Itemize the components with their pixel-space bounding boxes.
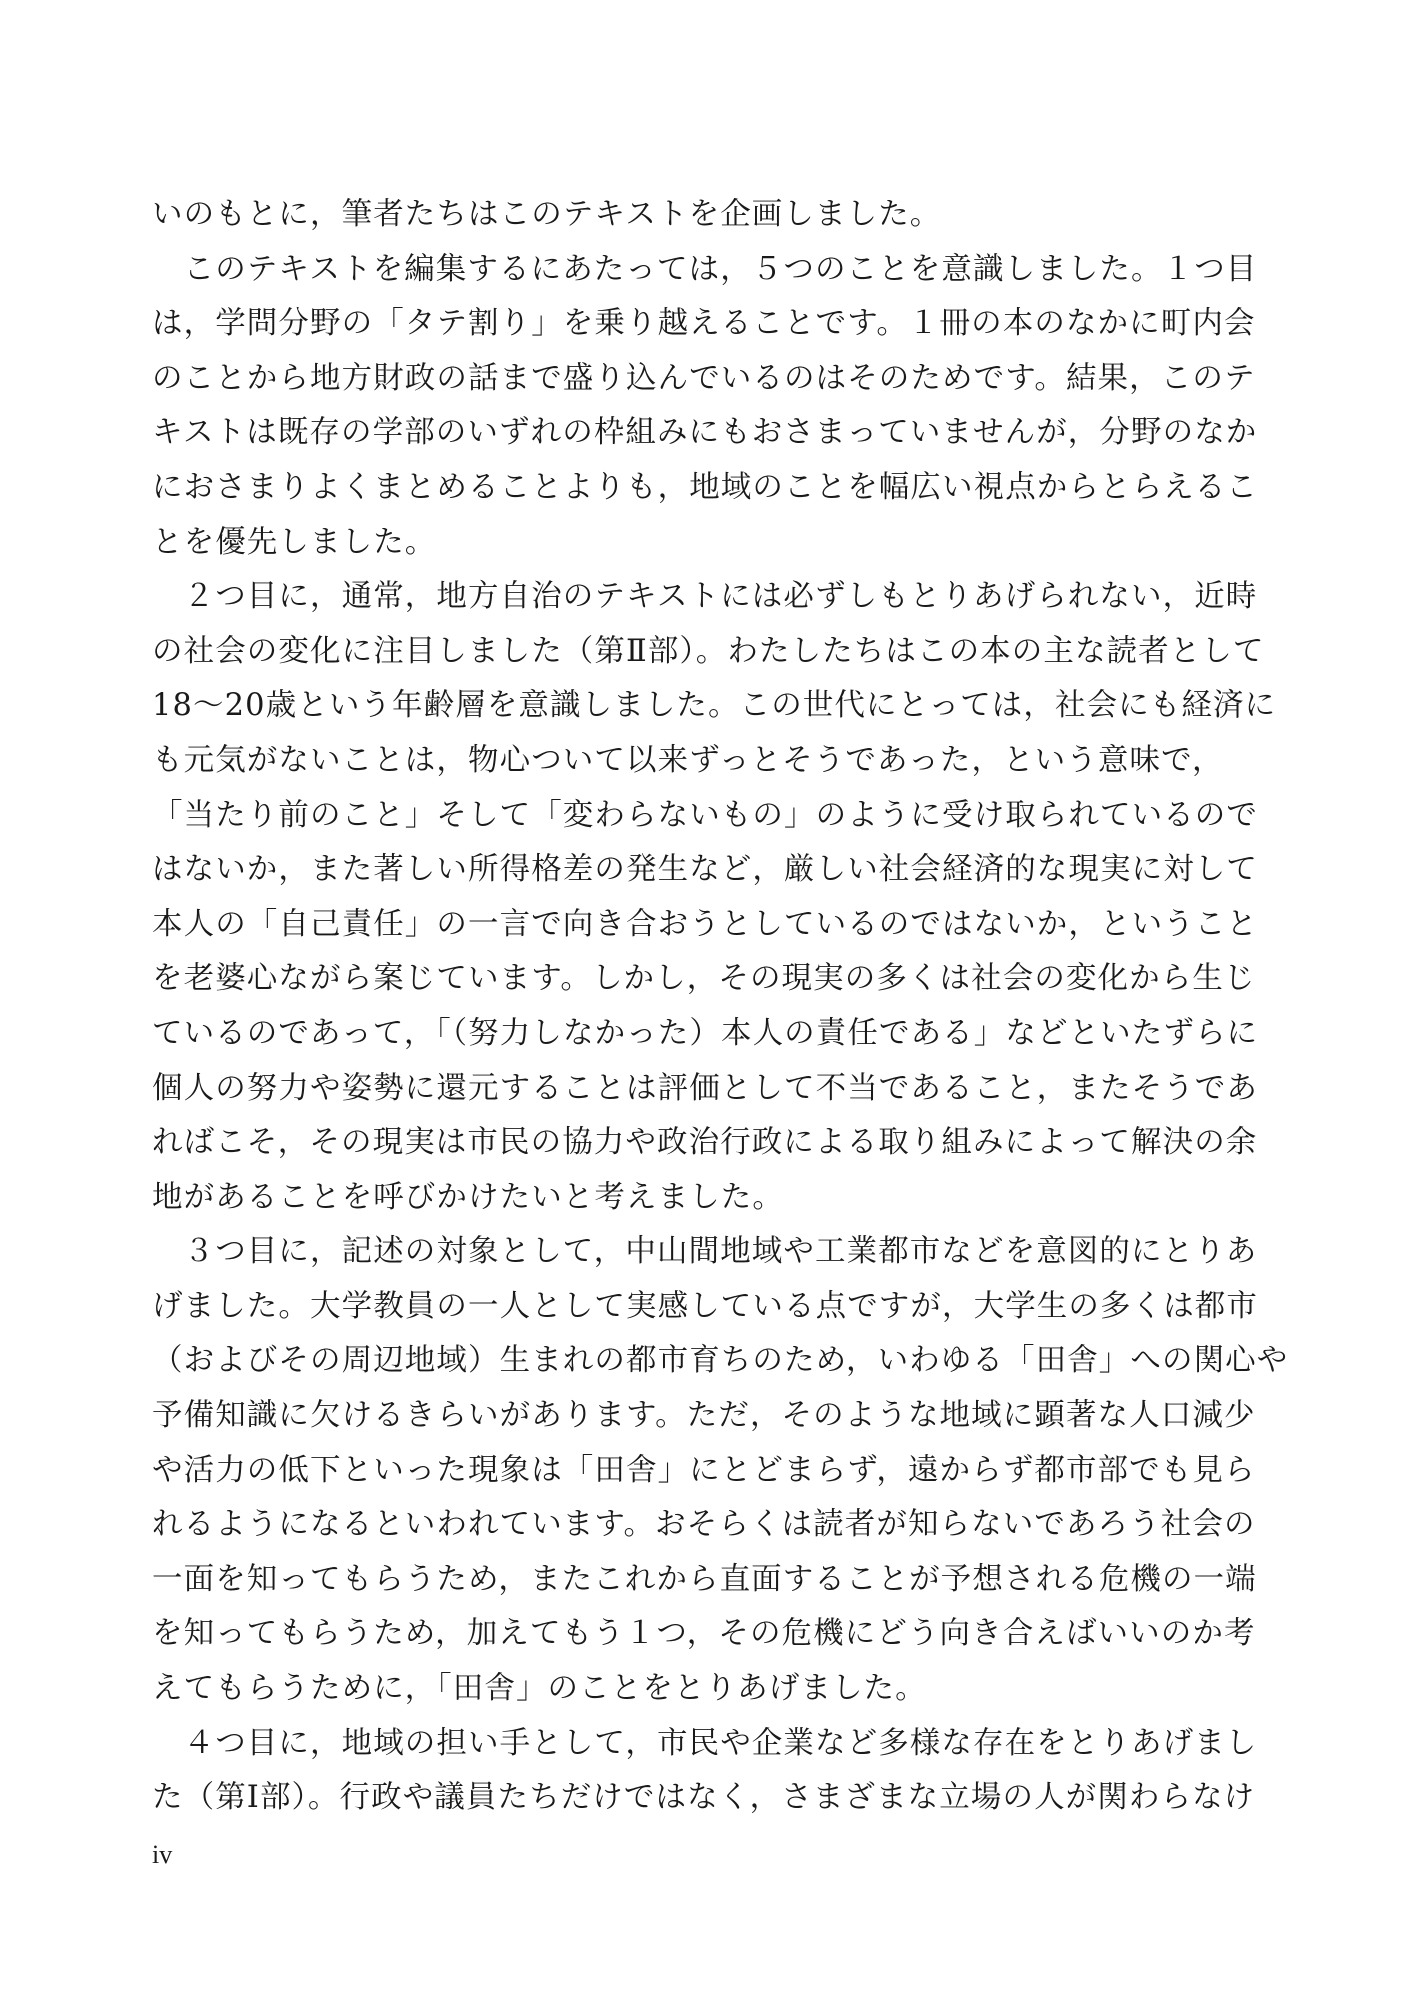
- text-line: ２つ目に，通常，地方自治のテキストには必ずしもとりあげられない，近時: [152, 579, 1258, 615]
- text-line: 「当たり前のこと」そして「変わらないもの」のように受け取られているので: [152, 797, 1258, 833]
- text-line: の社会の変化に注目しました（第Ⅱ部）。わたしたちはこの本の主な読者として: [152, 633, 1265, 669]
- text-line: のことから地方財政の話まで盛り込んでいるのはそのためです。結果，このテ: [152, 360, 1256, 396]
- text-line: 予備知識に欠けるきらいがあります。ただ，そのような地域に顕著な人口減少: [152, 1398, 1256, 1434]
- text-line: このテキストを編集するにあたっては，５つのことを意識しました。１つ目: [152, 251, 1258, 287]
- text-line: とを優先しました。: [152, 524, 437, 560]
- text-line: 一面を知ってもらうため，またこれから直面することが予想される危機の一端: [152, 1561, 1257, 1597]
- text-line: を知ってもらうため，加えてもう１つ，その危機にどう向き合えばいいのか考: [152, 1616, 1256, 1652]
- text-line: げました。大学教員の一人として実感している点ですが，大学生の多くは都市: [152, 1288, 1258, 1324]
- text-line: におさまりよくまとめることよりも，地域のことを幅広い視点からとらえるこ: [152, 469, 1258, 505]
- text-line: 地があることを呼びかけたいと考えました。: [152, 1179, 784, 1215]
- text-line: キストは既存の学部のいずれの枠組みにもおさまっていませんが，分野のなか: [152, 415, 1258, 451]
- text-line: ればこそ，その現実は市民の協力や政治行政による取り組みによって解決の余: [152, 1125, 1258, 1161]
- text-line: えてもらうために，「田舎」のことをとりあげました。: [152, 1671, 927, 1707]
- text-line: や活力の低下といった現象は「田舎」にとどまらず，遠からず都市部でも見ら: [152, 1452, 1256, 1488]
- text-line: ３つ目に，記述の対象として，中山間地域や工業都市などを意図的にとりあ: [152, 1234, 1258, 1270]
- text-line: 18〜20歳という年齢層を意識しました。この世代にとっては，社会にも経済に: [152, 688, 1277, 724]
- text-line: た（第Ⅰ部）。行政や議員たちだけではなく，さまざまな立場の人が関わらなけ: [152, 1780, 1256, 1816]
- text-line: ４つ目に，地域の担い手として，市民や企業など多様な存在をとりあげまし: [152, 1725, 1258, 1761]
- text-line: （およびその周辺地域）生まれの都市育ちのため，いわゆる「田舎」への関心や: [152, 1343, 1289, 1379]
- text-line: いのもとに，筆者たちはこのテキストを企画しました。: [152, 197, 942, 232]
- text-line: れるようになるといわれています。おそらくは読者が知らないであろう社会の: [152, 1507, 1256, 1543]
- text-line: も元気がないことは，物心ついて以来ずっとそうであった，という意味で，: [152, 742, 1224, 778]
- text-line: 個人の努力や姿勢に還元することは評価として不当であること，またそうであ: [152, 1070, 1258, 1106]
- text-line: ているのであって，「（努力しなかった）本人の責任である」などといたずらに: [152, 1015, 1259, 1051]
- page-number: iv: [152, 1840, 173, 1869]
- text-line: を老婆心ながら案じています。しかし，その現実の多くは社会の変化から生じ: [152, 961, 1256, 997]
- text-line: 本人の「自己責任」の一言で向き合おうとしているのではないか，ということ: [152, 906, 1258, 942]
- text-line: は，学問分野の「タテ割り」を乗り越えることです。１冊の本のなかに町内会: [152, 306, 1256, 342]
- body-text: [152, 188, 1289, 1826]
- text-line: はないか，また著しい所得格差の発生など，厳しい社会経済的な現実に対して: [152, 852, 1258, 888]
